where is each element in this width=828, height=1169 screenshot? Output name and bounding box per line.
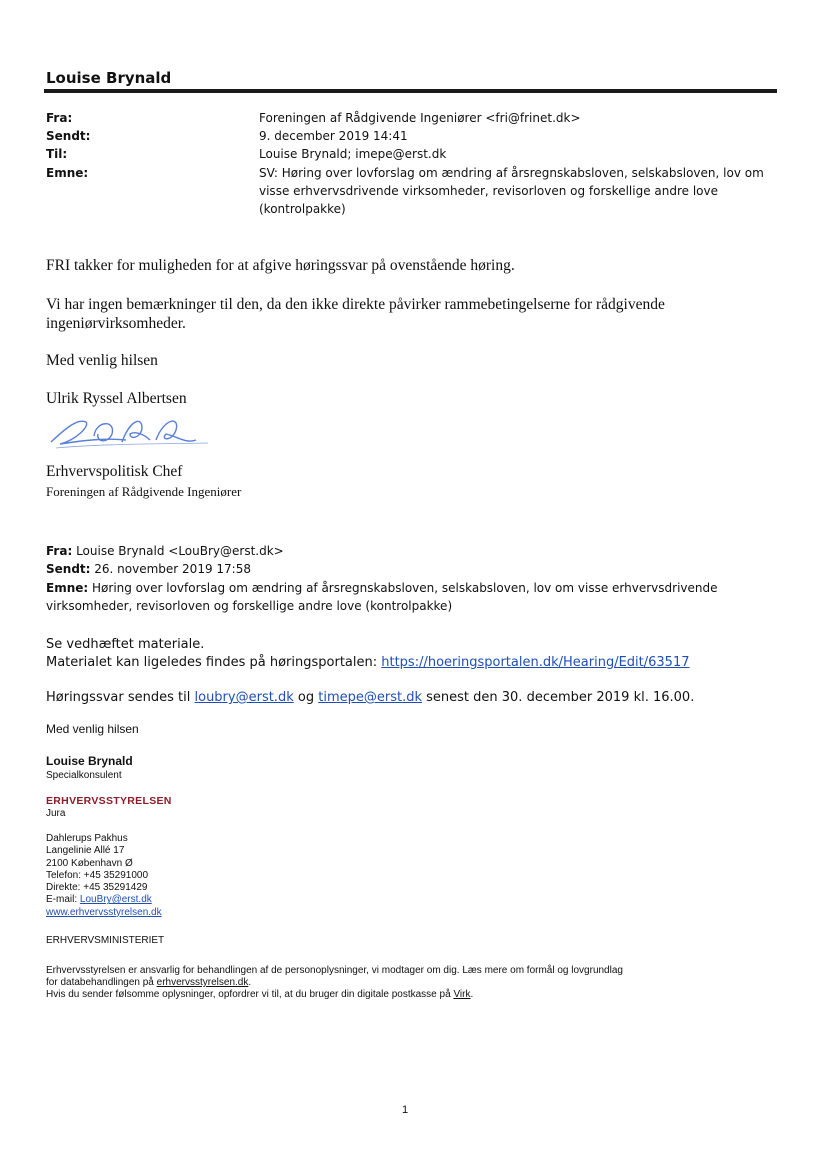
address-line: 2100 København Ø [46,857,133,869]
deadline-line [46,688,806,707]
privacy-line-3-pre: Hvis du sender følsomme oplysninger, opfordrer vi til, at du bruger din digitale postkasse på [46,989,451,1000]
email-link-loubry[interactable]: loubry@erst.dk [194,690,294,705]
email-link-timepe[interactable]: timepe@erst.dk [318,690,422,705]
privacy-link[interactable]: erhvervsstyrelsen.dk [156,977,249,988]
original-from [46,542,284,560]
original-subject-line-1: Høring over lovforslag om ændring af årsregnskabsloven, selskabsloven, lov om visse erhvervsdrivende [92,581,718,595]
sig-title: Specialkonsulent [46,770,122,781]
sig-name: Louise Brynald [46,754,133,768]
attached-material-text: Se vedhæftet materiale. [46,637,205,652]
handwritten-signature [46,410,216,455]
reply-greeting: Med venlig hilsen [46,352,158,369]
original-sent-value: 26. november 2019 17:58 [94,562,251,576]
address-line: Telefon: +45 35291000 [46,869,149,881]
original-subject-line-2: virksomheder, revisorloven og forskellige andre love (kontrolpakke) [46,599,453,613]
sig-email-link[interactable]: LouBry@erst.dk [79,894,152,906]
original-subject-label: Emne: [46,581,89,595]
original-from-value: Louise Brynald <LouBry@erst.dk> [76,544,284,558]
deadline-og: og [297,690,315,705]
reply-paragraph-2-line-1: Vi har ingen bemærkninger til den, da den ikke direkte påvirker rammebetingelserne for rådgivende [46,296,665,313]
sent-label: Sendt: [46,129,91,143]
original-sent [46,560,251,578]
privacy-line-3-post: . [470,989,474,1000]
virk-link[interactable]: Virk [453,989,471,1000]
address-line: Dahlerups Pakhus [46,833,128,844]
subject-line-2: visse erhvervsdrivende virksomheder, revisorloven og forskellige andre love [259,184,719,198]
portal-text: Materialet kan ligeledes findes på høringsportalen: [46,655,378,670]
address-block [46,833,162,919]
portal-line [46,653,806,672]
from-label: Fra: [46,111,73,125]
privacy-line-2-pre: for databehandlingen på [46,977,154,988]
deadline-pre: Høringssvar sendes til [46,690,191,705]
reply-paragraph-1: FRI takker for muligheden for at afgive høringssvar på ovenstående høring. [46,257,515,274]
signer-name: Ulrik Ryssel Albertsen [46,390,187,407]
deadline-post: senest den 30. december 2019 kl. 16.00. [426,690,695,705]
from-value: Foreningen af Rådgivende Ingeniører <fri@frinet.dk> [259,111,581,125]
mailbox-owner-name: Louise Brynald [46,69,172,87]
original-from-label: Fra: [46,544,73,558]
subject-line-1: SV: Høring over lovforslag om ændring af årsregnskabsloven, selskabsloven, lov om [259,166,764,180]
reply-paragraph-2-line-2: ingeniørvirksomheder. [46,315,186,332]
privacy-line-1: Erhvervsstyrelsen er ansvarlig for behandlingen af de personoplysninger, vi modtager om dig. Læs mere om formål og lovgrundlag [46,965,623,976]
address-line: Direkte: +45 35291429 [46,882,148,894]
sent-value: 9. december 2019 14:41 [259,129,408,143]
portal-link[interactable]: https://hoeringsportalen.dk/Hearing/Edit/63517 [381,655,690,670]
subject-line-3: (kontrolpakke) [259,202,346,216]
signer-title: Erhvervspolitisk Chef [46,463,183,480]
ministry-name: ERHVERVSMINISTERIET [46,935,165,946]
to-value: Louise Brynald; imepe@erst.dk [259,147,447,161]
privacy-line-2 [46,977,251,989]
email-line [46,894,162,906]
privacy-line-2-post: . [248,977,252,988]
subject-label: Emne: [46,166,89,180]
agency-department: Jura [46,808,66,819]
website-link[interactable]: www.erhvervsstyrelsen.dk [46,906,162,918]
address-line: Langelinie Allé 17 [46,845,125,857]
email-label: E-mail: [46,894,78,906]
original-subject [46,579,786,597]
header-rule [44,89,777,93]
agency-name: ERHVERVSSTYRELSEN [46,795,172,807]
original-sent-label: Sendt: [46,562,91,576]
privacy-line-3 [46,989,473,1001]
to-label: Til: [46,147,68,161]
original-greeting: Med venlig hilsen [46,722,139,736]
signer-organization: Foreningen af Rådgivende Ingeniører [46,484,242,499]
page-number: 1 [402,1104,409,1116]
